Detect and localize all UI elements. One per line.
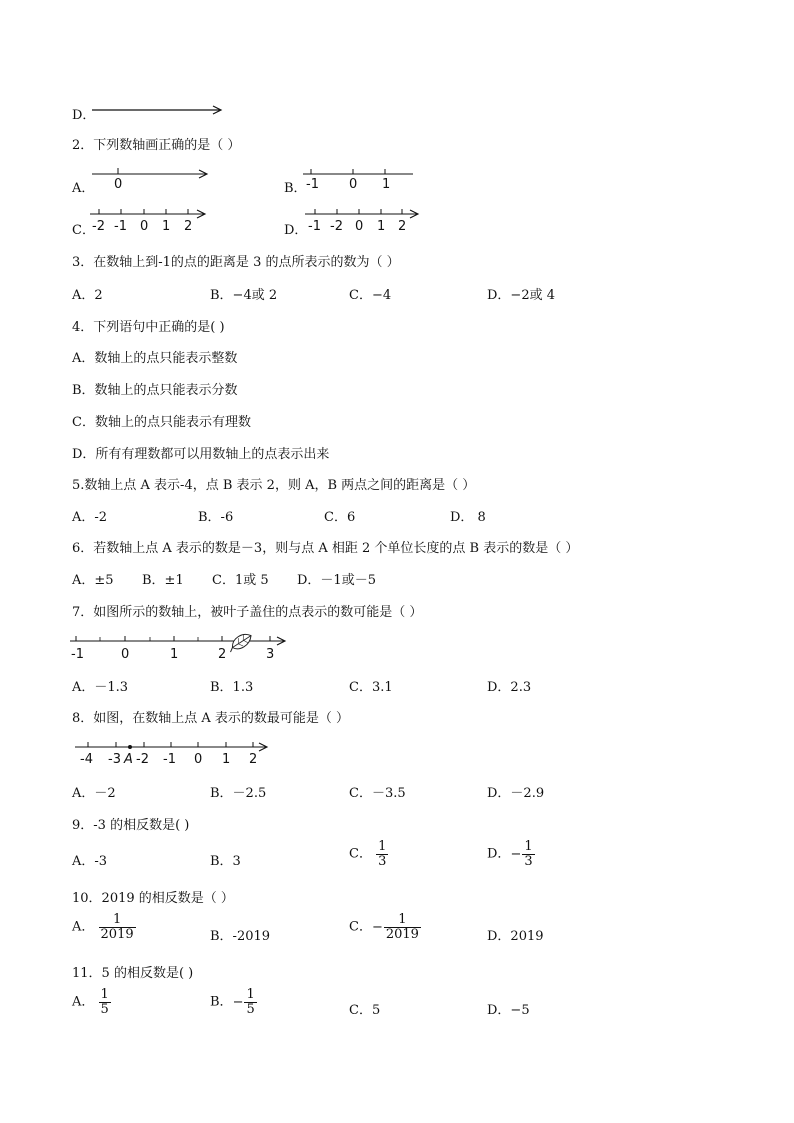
q2-d-tick: -1 xyxy=(308,219,321,234)
q9-d-fraction xyxy=(522,840,534,868)
q5-option-d: D． 8 xyxy=(450,510,486,525)
q11-option-a xyxy=(72,988,111,1016)
q10-c-denominator: 2019 xyxy=(385,926,419,942)
q9-option-d xyxy=(487,840,535,868)
q7-tick: 0 xyxy=(121,647,130,662)
q2-c-tick: -1 xyxy=(114,219,127,234)
q9-option-c xyxy=(349,840,388,868)
q2-option-a-label: A． xyxy=(72,181,95,196)
q5-option-b: B．-6 xyxy=(198,510,234,525)
q11-b-fraction xyxy=(244,988,256,1016)
q10-c-fraction xyxy=(384,913,421,941)
q5-option-a: A．-2 xyxy=(72,510,108,525)
q7-tick: -1 xyxy=(71,647,84,662)
q2-b-tick: -1 xyxy=(306,177,319,192)
q8-point-label: A xyxy=(124,752,133,767)
q6-stem: 6．若数轴上点 A 表示的数是－3，则与点 A 相距 2 个单位长度的点 B 表示的数是（ ） xyxy=(72,541,579,556)
q2-c-tick: 0 xyxy=(140,219,149,234)
q9-c-fraction xyxy=(376,840,388,868)
q2-d-tick: 0 xyxy=(355,219,364,234)
q9-d-denominator: 3 xyxy=(524,853,533,869)
q8-number-line xyxy=(70,737,275,769)
q7-tick: 3 xyxy=(266,647,275,662)
q11-b-numerator: 1 xyxy=(246,987,255,1002)
q11-a-fraction xyxy=(99,988,111,1016)
q2-option-c-axis xyxy=(88,206,210,236)
q11-a-numerator: 1 xyxy=(100,987,109,1002)
q9-stem: 9．-3 的相反数是( ) xyxy=(72,818,190,833)
q3-option-b: B．−4或 2 xyxy=(210,288,278,303)
q10-option-d: D．2019 xyxy=(487,929,544,944)
q2-a-tick: 0 xyxy=(114,177,123,192)
q4-stem: 4．下列语句中正确的是( ) xyxy=(72,320,225,335)
q9-c-denominator: 3 xyxy=(378,853,387,869)
q9-d-sign: − xyxy=(510,846,522,862)
q2-option-b-label: B． xyxy=(284,181,307,196)
q3-stem: 3．在数轴上到-1的点的距离是 3 的点所表示的数为（ ） xyxy=(72,255,400,270)
q11-option-b xyxy=(210,988,257,1016)
q8-tick: 0 xyxy=(194,752,203,767)
q8-tick: -4 xyxy=(80,752,93,767)
q10-c-label: C． xyxy=(349,919,372,935)
q10-c-numerator: 1 xyxy=(398,912,407,927)
q2-option-a-axis xyxy=(92,165,212,193)
q9-d-label: D． xyxy=(487,846,511,862)
q11-option-d: D．−5 xyxy=(487,1003,530,1018)
q5-stem: 5.数轴上点 A 表示-4，点 B 表示 2，则 A，B 两点之间的距离是（ ） xyxy=(72,478,476,493)
q8-tick: -2 xyxy=(136,752,149,767)
q4-option-c: C．数轴上的点只能表示有理数 xyxy=(72,415,251,430)
q2-stem: 2．下列数轴画正确的是（ ） xyxy=(72,138,241,153)
q6-option-b: B．±1 xyxy=(142,573,184,588)
q6-option-c: C．1或 5 xyxy=(212,573,269,588)
q10-stem: 10．2019 的相反数是（ ） xyxy=(72,891,234,906)
q2-d-tick: 1 xyxy=(377,219,386,234)
q8-tick: 2 xyxy=(249,752,258,767)
q4-option-a: A．数轴上的点只能表示整数 xyxy=(72,351,238,366)
q2-b-tick: 1 xyxy=(382,177,391,192)
q10-a-label: A． xyxy=(72,919,95,935)
q8-tick: 1 xyxy=(222,752,231,767)
q7-stem: 7．如图所示的数轴上，被叶子盖住的点表示的数可能是（ ） xyxy=(72,605,423,620)
q2-option-c-label: C． xyxy=(72,223,95,238)
q4-option-b: B．数轴上的点只能表示分数 xyxy=(72,383,238,398)
q3-option-c: C．−4 xyxy=(349,288,392,303)
q2-option-d-axis xyxy=(303,206,425,236)
q5-option-c: C．6 xyxy=(324,510,356,525)
q7-option-b: B．1.3 xyxy=(210,680,254,695)
q3-option-d: D．−2或 4 xyxy=(487,288,555,303)
q2-option-b-axis xyxy=(303,165,418,193)
q7-option-c: C．3.1 xyxy=(349,680,393,695)
q7-option-a: A．－1.3 xyxy=(72,680,129,695)
q8-option-d: D．－2.9 xyxy=(487,786,545,801)
q10-a-denominator: 2019 xyxy=(100,926,134,942)
q7-tick: 1 xyxy=(170,647,179,662)
q8-point-a xyxy=(128,745,132,749)
q11-a-denominator: 5 xyxy=(100,1001,109,1017)
q11-b-sign: − xyxy=(232,994,244,1010)
q9-c-label: C． xyxy=(349,846,372,862)
q1-option-d-label: D． xyxy=(72,108,96,123)
q7-option-d: D．2.3 xyxy=(487,680,532,695)
q9-option-b: B．3 xyxy=(210,854,241,869)
q2-d-tick: -2 xyxy=(330,219,343,234)
q2-b-tick: 0 xyxy=(349,177,358,192)
q8-option-a: A．－2 xyxy=(72,786,116,801)
q11-option-c: C．5 xyxy=(349,1003,381,1018)
q2-c-tick: -2 xyxy=(92,219,105,234)
q10-option-b: B．-2019 xyxy=(210,929,271,944)
q11-b-denominator: 5 xyxy=(246,1001,255,1017)
q4-option-d: D．所有有理数都可以用数轴上的点表示出来 xyxy=(72,447,330,462)
q11-b-label: B． xyxy=(210,994,233,1010)
q8-stem: 8．如图，在数轴上点 A 表示的数最可能是（ ） xyxy=(72,711,350,726)
q8-option-c: C．－3.5 xyxy=(349,786,406,801)
q11-stem: 11．5 的相反数是( ) xyxy=(72,966,194,981)
q10-option-a xyxy=(72,913,136,941)
q11-a-label: A． xyxy=(72,994,95,1010)
q3-option-a: A．2 xyxy=(72,288,103,303)
q2-d-tick: 2 xyxy=(398,219,407,234)
q2-option-d-label: D． xyxy=(284,223,308,238)
q9-c-numerator: 1 xyxy=(378,839,387,854)
q6-option-a: A．±5 xyxy=(72,573,114,588)
q8-option-b: B．－2.5 xyxy=(210,786,267,801)
q2-c-tick: 2 xyxy=(184,219,193,234)
q9-option-a: A．-3 xyxy=(72,854,108,869)
leaf-icon xyxy=(226,631,254,654)
q10-option-c xyxy=(349,913,421,941)
q10-a-fraction xyxy=(99,913,136,941)
q8-tick: -3 xyxy=(108,752,121,767)
q9-d-numerator: 1 xyxy=(524,839,533,854)
q7-tick: 2 xyxy=(218,647,227,662)
q10-a-numerator: 1 xyxy=(112,912,122,927)
q1-option-d-ray xyxy=(92,104,227,116)
q8-tick: -1 xyxy=(163,752,176,767)
q6-option-d: D．－1或－5 xyxy=(297,573,376,588)
q7-number-line xyxy=(66,630,296,664)
q10-c-sign: − xyxy=(371,919,383,935)
q2-c-tick: 1 xyxy=(162,219,171,234)
